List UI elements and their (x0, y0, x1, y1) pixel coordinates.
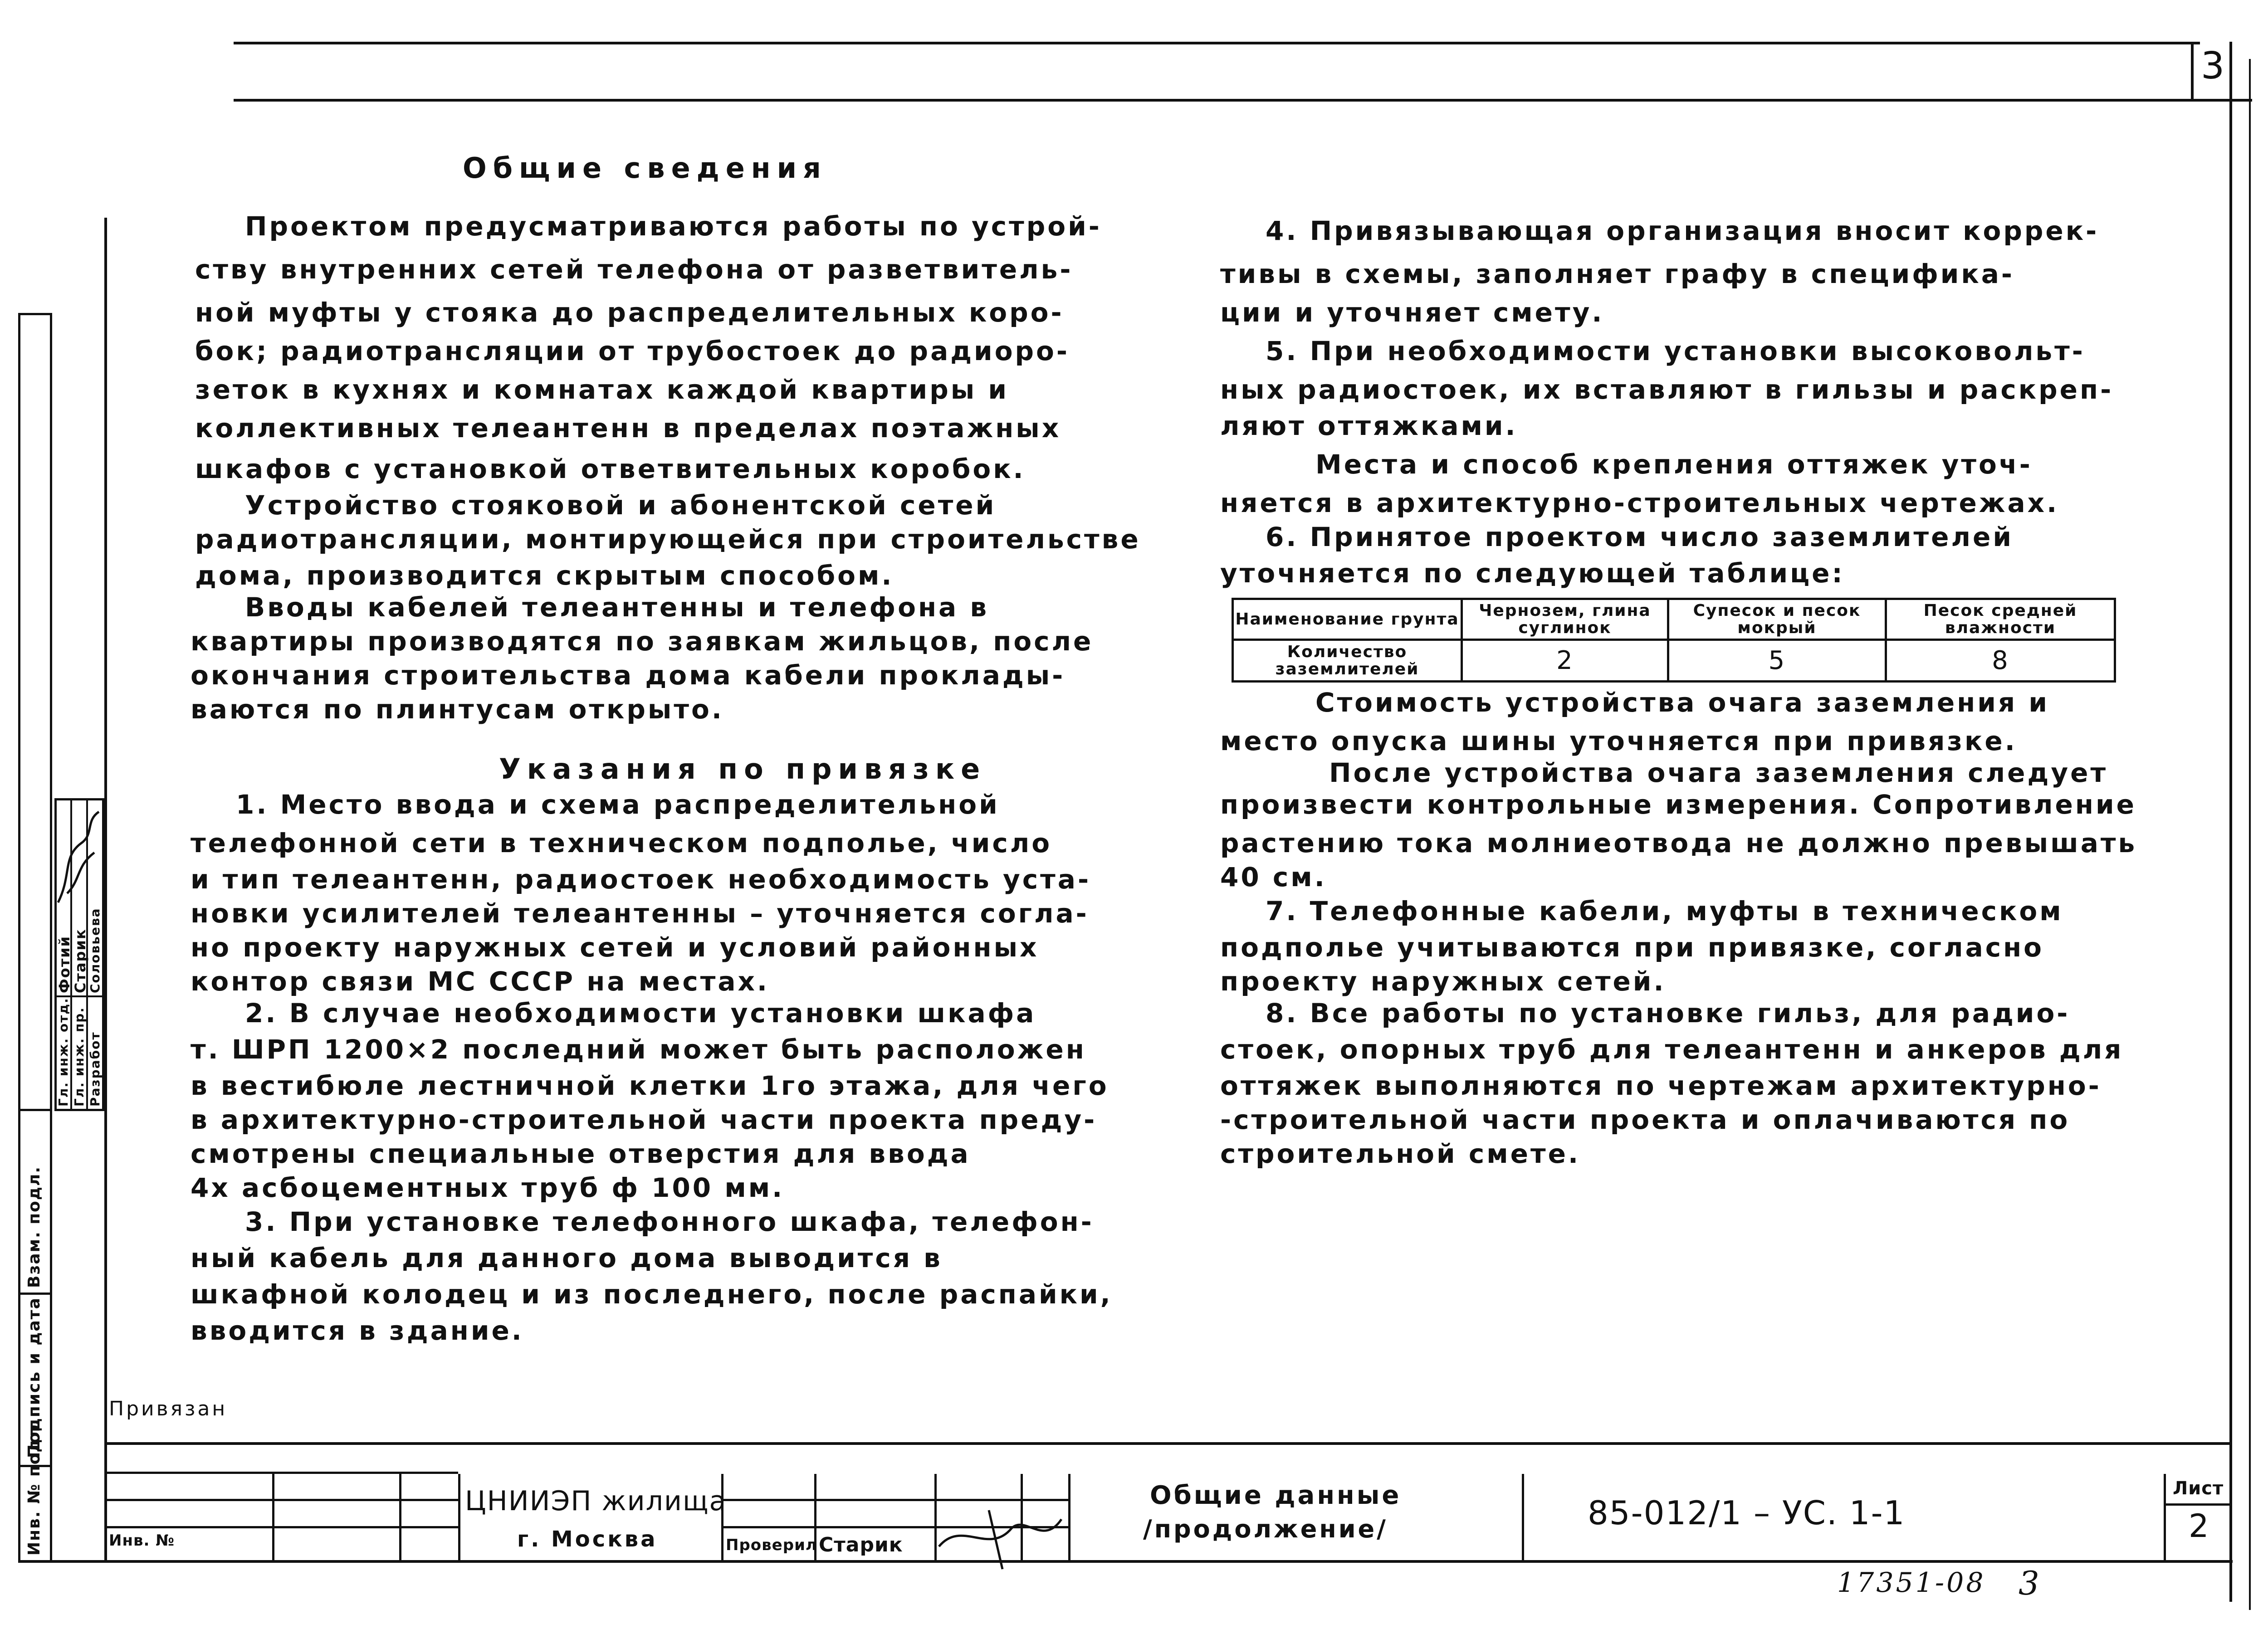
general-line: шкафов с установкой ответвительных коробок. (195, 454, 1026, 484)
strip-name: Фотий (56, 935, 73, 993)
org-city: г. Москва (517, 1527, 658, 1552)
general-line: ной муфты у стояка до распределительных коро- (195, 297, 1064, 328)
bottom-border-line (18, 1560, 2233, 1563)
strip-name: Старик (72, 928, 89, 993)
right-line: 40 см. (1220, 862, 1327, 893)
right-line: 6. Принятое проектом число заземлителей (1266, 522, 2014, 552)
binding-line: в вестибюле лестничной клетки 1го этажа, для чего (191, 1070, 1109, 1101)
stamp-line (104, 1499, 458, 1501)
doc-title-line2: /продолжение/ (1143, 1515, 1388, 1543)
strip-role: Гл. инж. пр. (72, 1007, 87, 1107)
right-line: -строительной части проекта и оплачиваются по (1220, 1104, 2070, 1135)
right-line: ных радиостоек, их вставляют в гильзы и раскреп- (1220, 374, 2114, 405)
stamp-line (272, 1474, 274, 1562)
table-header-cell: Песок средней влажности (1886, 599, 2115, 640)
right-line: оттяжек выполняются по чертежам архитектурно- (1220, 1070, 2102, 1101)
stamp-line (2164, 1503, 2232, 1506)
right-line: строительной смете. (1220, 1138, 1580, 1169)
right-border-line (2229, 42, 2232, 1602)
binding-line: новки усилителей телеантенны – уточняется согла- (191, 898, 1089, 929)
strip-line (18, 313, 20, 1562)
doc-code: 85-012/1 – УС. 1-1 (1588, 1494, 1906, 1532)
checked-label: Проверил (726, 1536, 817, 1554)
strip-label: Взам. подл. (25, 1166, 44, 1288)
general-line: коллективных телеантенн в пределах поэтажных (195, 413, 1061, 444)
right-line: тивы в схемы, заполняет графу в специфика- (1220, 259, 2014, 289)
table-header-cell: Наименование грунта (1233, 599, 1462, 640)
strip-label: Подпись и дата (25, 1297, 44, 1458)
right-line: 7. Телефонные кабели, муфты в техническом (1266, 896, 2063, 927)
sheet-label: Лист (2173, 1478, 2224, 1499)
right-line: Места и способ крепления оттяжек уточ- (1315, 449, 2033, 480)
footer-page: 3 (2019, 1564, 2042, 1602)
table-header-cell: Чернозем, глина суглинок (1462, 599, 1668, 640)
right-line: 5. При необходимости установки высоковольт- (1266, 336, 2085, 366)
stamp-line (104, 1442, 2232, 1445)
strip-name: Соловьева (88, 907, 103, 993)
right-line: 4. Привязывающая организация вносит коррек- (1266, 215, 2099, 246)
stamp-line (1522, 1474, 1524, 1562)
sheet-number: 2 (2189, 1507, 2211, 1545)
binding-line: 4х асбоцементных труб ф 100 мм. (191, 1172, 785, 1203)
general-line: ваются по плинтусам открыто. (191, 694, 724, 725)
corner-sheet-number: 3 (2201, 44, 2227, 88)
right-line: ляют оттяжками. (1220, 410, 1518, 441)
general-line: окончания строительства дома кабели проклады- (191, 660, 1066, 691)
stamp-line (458, 1474, 460, 1562)
strip-line (18, 1293, 52, 1295)
table-cell: 5 (1668, 640, 1886, 682)
strip-line (18, 313, 52, 315)
right-line: уточняется по следующей таблице: (1220, 558, 1845, 589)
signature-scribble (54, 803, 108, 912)
stamp-line (399, 1474, 401, 1562)
table-cell: 2 (1462, 640, 1668, 682)
right-line: проекту наружных сетей. (1220, 966, 1666, 997)
ground-table (1232, 598, 2116, 683)
general-line: ству внутренних сетей телефона от разветвитель- (195, 254, 1073, 285)
stamp-line (104, 1472, 458, 1474)
right-line: няется в архитектурно-строительных чертежах. (1220, 488, 2059, 518)
general-line: радиотрансляции, монтирующейся при строительстве (195, 524, 1141, 555)
binding-heading: Указания по привязке (499, 752, 987, 785)
inv-no-label: Инв. № (109, 1532, 175, 1550)
top-border-line-2 (234, 99, 2252, 102)
doc-title-line1: Общие данные (1150, 1481, 1402, 1510)
org-name: ЦНИИЭП жилища (465, 1485, 727, 1517)
right-line: После устройства очага заземления следует (1329, 757, 2108, 788)
right-line: растению тока молниеотвода не должно превышать (1220, 828, 2137, 858)
general-line: бок; радиотрансляции от трубостоек до радиоро- (195, 336, 1070, 366)
table-cell: 8 (1886, 640, 2115, 682)
strip-role: Разработ (88, 1031, 103, 1107)
binding-line: телефонной сети в техническом подполье, число (191, 828, 1052, 858)
checked-signature (934, 1492, 1070, 1574)
binding-line: т. ШРП 1200×2 последний может быть расположен (191, 1034, 1086, 1065)
binding-line: 3. При установке телефонного шкафа, телефон- (245, 1206, 1094, 1237)
general-line: дома, производится скрытым способом. (195, 560, 894, 591)
binding-line: и тип телеантенн, радиостоек необходимость уста- (191, 864, 1091, 895)
general-line: квартиры производятся по заявкам жильцов, после (191, 626, 1094, 657)
general-line: зеток в кухнях и комнатах каждой квартиры и (195, 374, 1009, 405)
strip-line (18, 1109, 52, 1111)
stamp-line (2164, 1474, 2166, 1562)
table-header-cell: Супесок и песок мокрый (1668, 599, 1886, 640)
footer-note: 17351-08 (1837, 1567, 1986, 1599)
binding-line: в архитектурно-строительной части проекта преду- (191, 1104, 1097, 1135)
table-row-label: Количество заземлителей (1233, 640, 1462, 682)
general-line: Устройство стояковой и абонентской сетей (245, 490, 997, 521)
binding-line: но проекту наружных сетей и условий районных (191, 932, 1039, 963)
strip-label: Инв. № подл. (25, 1418, 44, 1556)
right-line: место опуска шины уточняется при привязке. (1220, 726, 2017, 756)
strip-role: Гл. инж. отд. (56, 997, 71, 1107)
strip-line (50, 313, 52, 1562)
privyazan-label: Привязан (109, 1397, 228, 1420)
binding-line: 2. В случае необходимости установки шкафа (245, 998, 1036, 1029)
binding-line: контор связи МС СССР на местах. (191, 966, 769, 997)
general-line: Вводы кабелей телеантенны и телефона в (245, 592, 989, 623)
general-heading: Общие сведения (463, 151, 827, 185)
right-border-line-outer (2249, 59, 2251, 1610)
general-line: Проектом предусматриваются работы по устрой- (245, 211, 1102, 242)
stamp-line (104, 1526, 458, 1528)
binding-line: смотрены специальные отверстия для ввода (191, 1138, 971, 1169)
right-line: Стоимость устройства очага заземления и (1315, 687, 2049, 718)
right-line: подполье учитываются при привязке, согласно (1220, 932, 2044, 963)
binding-line: вводится в здание. (191, 1315, 524, 1346)
binding-line: шкафной колодец и из последнего, после распайки, (191, 1279, 1113, 1310)
right-line: стоек, опорных труб для телеантенн и анкеров для (1220, 1034, 2124, 1065)
right-line: ции и уточняет смету. (1220, 297, 1604, 328)
right-line: произвести контрольные измерения. Сопротивление (1220, 789, 2136, 820)
checked-name: Старик (819, 1533, 903, 1556)
top-border-line (234, 42, 2200, 44)
right-line: 8. Все работы по установке гильз, для радио- (1266, 998, 2070, 1029)
binding-line: ный кабель для данного дома выводится в (191, 1243, 943, 1273)
binding-line: 1. Место ввода и схема распределительной (236, 789, 1000, 820)
